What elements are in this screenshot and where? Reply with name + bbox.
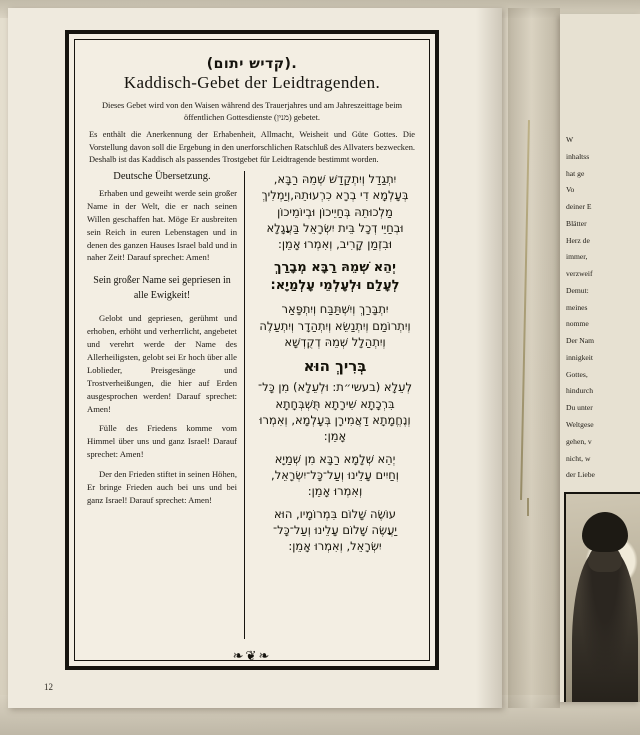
- hebrew-line: יִתְגַדַל וְיִתְקַדַשׁ שְׁמֵהּ רַבָּא,: [273, 171, 397, 186]
- hebrew-line: יַעֲשֶׂה שָׁלוֹם עָלֵינוּ וְעַל־כָּל־: [272, 523, 397, 538]
- hebrew-line: לְעָלַם וּלְעָלְמֵי עָלְמַיָא:: [270, 278, 400, 294]
- facing-fragment: nomme: [566, 319, 589, 329]
- two-column-body: [87, 171, 417, 639]
- hebrew-line: וְחַיִים עָלֵינוּ וְעַל־כָּל־יִשְׂרָאֵל,: [271, 468, 399, 483]
- hebrew-line: וּבִזְמַן קָרִיב, וְאִמְרוּ אָמֵן:: [278, 237, 392, 252]
- page-number: 12: [44, 682, 53, 692]
- facing-fragment: hindurch: [566, 386, 593, 396]
- hebrew-block-1: [253, 171, 417, 253]
- hebrew-line: יִשְׂרָאֵל, וְאִמְרוּ אָמֵן:: [288, 539, 382, 554]
- right-book-page: [560, 14, 640, 702]
- facing-fragment: nicht, w: [566, 453, 591, 463]
- german-column-heading: Deutsche Übersetzung.: [113, 170, 211, 182]
- german-paragraph-4: Der den Frieden stiftet in seinen Höhen, Er bringe Frieden auch bei uns und bei ganz Israel! Darauf sprechet: Amen!: [87, 469, 237, 505]
- page-text-area: [74, 39, 430, 661]
- facing-fragment: inhaltss: [566, 151, 590, 161]
- hebrew-block-7: [253, 506, 417, 555]
- facing-fragment: Gottes,: [566, 369, 588, 379]
- facing-fragment: Der Nam: [566, 336, 595, 346]
- hebrew-block-4-brich-hu: בְּרִיךְ הוּא: [303, 357, 367, 376]
- hebrew-block-6: [253, 451, 417, 500]
- hebrew-line: בִּרְכָתָא שִׁירָתָא תֻּשְׁבְּחָתָא: [275, 396, 395, 411]
- hebrew-line: יִתְבָּרַךְ וְיִשְׁתַּבַּח וְיִתְפָּאַר: [281, 302, 389, 317]
- hebrew-block-2-congregational-response: [253, 259, 417, 296]
- left-book-page: [8, 8, 502, 708]
- hebrew-line: וְיִתְרוֹמַם וְיִתְנַשֵׂא וְיִתְהַדָר וְיִתְעַלֶה: [259, 318, 411, 333]
- german-translation-column: [87, 171, 245, 639]
- hebrew-line: לְעֵלָא (בעשי״ת: וּלְעֵלָא) מִן כָּל־: [258, 380, 412, 395]
- binding-thread-tail: [527, 498, 529, 516]
- page-border-frame: [65, 30, 439, 670]
- facing-fragment: innigkeit: [566, 352, 593, 362]
- facing-page-text-fragments: [566, 134, 636, 486]
- page-title: Kaddisch-Gebet der Leidtragenden.: [123, 73, 381, 92]
- hebrew-page-title: ‫.(קדיש יתום)‬: [206, 56, 298, 72]
- facing-fragment: Demut:: [566, 285, 589, 295]
- facing-fragment: Weltgese: [566, 420, 594, 430]
- facing-page-illustration-frame: [564, 492, 640, 702]
- hebrew-line: מַלְכוּתֵהּ בְּחַיֵיכוֹן וּבְיוֹמֵיכוֹן: [277, 204, 393, 219]
- hebrew-line: בְּעָלְמָא דִי בְרָא כִרְעוּתֵהּ,וְיַמְלִיךְ: [261, 188, 409, 203]
- facing-fragment: gehen, v: [566, 436, 592, 446]
- hebrew-line: עוֹשֶׂה שָׁלוֹם בִּמְרוֹמָיו, הוּא: [274, 506, 396, 521]
- german-paragraph-1: Erhaben und geweiht werde sein großer Name in der Welt, die er nach seinen Willen geschaffen hat. Möge Er ausbreiten sein Reich in euren Lebenstagen und in denen des ganzen Hauses Israel bald und in naher Zeit! Darauf sprechet: Amen!: [87, 187, 237, 263]
- mourner-illustration: [566, 494, 640, 702]
- ornament-divider: ❧❦❧: [232, 648, 272, 661]
- intro-paragraph-1: Dieses Gebet wird von den Waisen während des Trauerjahres und am Jahreszeittage beim öffentlichen Gottesdienste (מנין) gebetet.: [101, 101, 403, 123]
- facing-fragment: hat ge: [566, 168, 585, 178]
- facing-fragment: verzweif: [566, 269, 593, 279]
- german-paragraph-3: Fülle des Friedens komme vom Himmel über uns und ganz Israel! Darauf sprechet: Amen!: [87, 423, 237, 460]
- hebrew-line: אָמֵן:: [323, 429, 347, 444]
- german-paragraph-2: Gelobt und gepriesen, gerühmt und erhoben, erhöht und verherrlicht, angebetet und verehrt werde der Name des Allerheiligsten, gelobt sei Er hoch über alle Loblieder, Preisgesänge und Trostverheißungen, die hier auf Erden ausgesprochen werden! Darauf sprechet: Amen!: [87, 313, 237, 414]
- intro-paragraph-2: Es enthält die Anerkennung der Erhabenheit, Allmacht, Weisheit und Güte Gottes. Die Vorstellung davon soll die Ergebung in den unerforschlichen Ratschluß des Allvaters bezwecken. Deshalb ist das Kaddisch als passendes Trostgebet für Leidtragende bestimmt worden.: [89, 130, 415, 164]
- facing-fragment: deiner E: [566, 202, 592, 212]
- hebrew-line: וְאִמְרוּ אָמֵן:: [307, 484, 363, 499]
- hebrew-line: וּבְחַיֵי דְכָל בֵּית יִשְׂרָאֵל בַּעֲגָלָא: [266, 220, 404, 235]
- facing-fragment: Herz de: [566, 235, 590, 245]
- facing-fragment: immer,: [566, 252, 588, 262]
- facing-fragment: Vo: [566, 185, 575, 195]
- facing-fragment: W: [566, 135, 574, 144]
- book-gutter: [508, 8, 560, 708]
- hebrew-line: וְיִתְהַלָל שְׁמֵהּ דְקֻדְשָׁא: [284, 335, 386, 350]
- hebrew-block-5: [253, 379, 417, 444]
- hebrew-block-3: [253, 301, 417, 350]
- hebrew-line: יְהֵא שְׁמֵהּ רַבָּא מְבָרַךְ: [274, 259, 396, 275]
- hebrew-line: יְהֵא שְׁלָמָא רַבָּא מִן שְׁמַיָא: [274, 451, 396, 466]
- facing-fragment: meines: [566, 302, 588, 312]
- hebrew-line: וְנֶחֱמָתָא דַאֲמִירָן בְּעָלְמָא, וְאִמְרוּ: [259, 413, 411, 428]
- facing-fragment: der Liebe: [566, 470, 595, 480]
- hebrew-prayer-column: [245, 171, 417, 639]
- facing-fragment: Blätter: [566, 218, 587, 228]
- facing-fragment: Du unter: [566, 403, 593, 413]
- german-centered-response: Sein großer Name sei gepriesen in alle Ewigkeit!: [93, 275, 231, 302]
